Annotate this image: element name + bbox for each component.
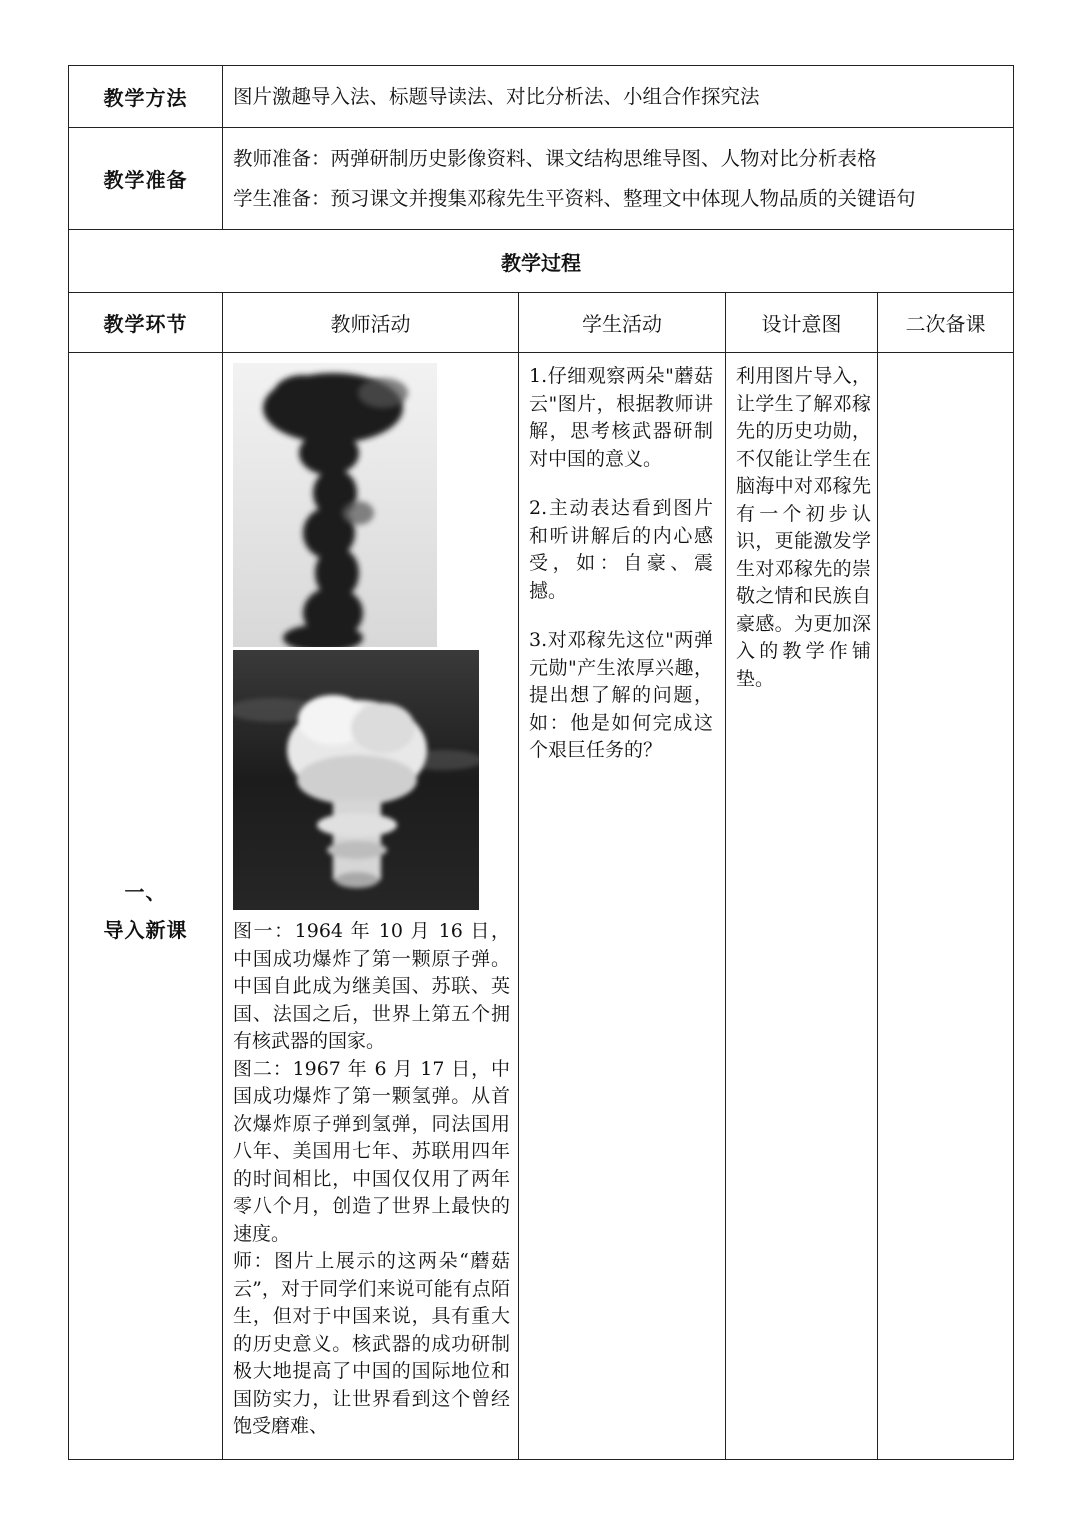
teacher-remark: 师：图片上展示的这两朵“蘑菇云”，对于同学们来说可能有点陌生，但对于中国来说，具有重大的历史意义。核武器的成功研制极大地提高了中国的国际地位和国防实力，让世界看到这个曾经饱受磨难、: [233, 1250, 510, 1437]
teacher-prep: 教师准备：两弹研制历史影像资料、课文结构思维导图、人物对比分析表格: [233, 146, 877, 170]
prep-value: [223, 128, 1014, 230]
process-title-row: [69, 230, 1014, 293]
student-prep: 学生准备：预习课文并搜集邓稼先生平资料、整理文中体现人物品质的关键语句: [233, 186, 916, 210]
lesson-plan-table: [68, 65, 1014, 1460]
design-intent-text: 利用图片导入，让学生了解邓稼先的历史功勋，不仅能让学生在脑海中对邓稼先有一个初步认识，更能激发学生对邓稼先的崇敬之情和民族自豪感。为更加深入的教学作铺垫。: [736, 365, 871, 690]
header-teacher: 教师活动: [223, 293, 519, 353]
prep-label: 教学准备: [69, 128, 223, 230]
stage-cell: [69, 353, 223, 1460]
intro-row: [69, 353, 1014, 1460]
student-activity-1: 1.仔细观察两朵"蘑菇云"图片，根据教师讲解，思考核武器研制对中国的意义。: [529, 365, 713, 470]
method-value: 图片激趣导入法、标题导读法、对比分析法、小组合作探究法: [223, 66, 1014, 128]
student-activity-cell: [519, 353, 726, 1460]
caption-figure-1: 图一：1964 年 10 月 16 日，中国成功爆炸了第一颗原子弹。中国自此成为继美国、苏联、英国、法国之后，世界上第五个拥有核武器的国家。: [233, 920, 510, 1052]
hydrogen-bomb-photo: [233, 650, 479, 910]
method-row: [69, 66, 1014, 128]
caption-figure-2: 图二：1967 年 6 月 17 日，中国成功爆炸了第一颗氢弹。从首次爆炸原子弹到氢弹，同法国用八年、美国用七年、苏联用四年的时间相比，中国仅仅用了两年零八个月，创造了世界上最快的速度。: [233, 1057, 510, 1245]
teacher-activity-text: [223, 910, 518, 1441]
stage-number: 一、: [124, 880, 167, 904]
header-student: 学生活动: [519, 293, 726, 353]
mushroom-cloud-light-image: [233, 650, 479, 910]
header-second-prep: 二次备课: [878, 293, 1014, 353]
method-label: 教学方法: [69, 66, 223, 128]
teacher-activity-cell: [223, 353, 519, 1460]
stage-name: 导入新课: [103, 918, 188, 942]
mushroom-cloud-dark-image: [233, 363, 437, 647]
atomic-bomb-photo: [233, 363, 437, 647]
process-title: 教学过程: [69, 230, 1014, 293]
student-activity-3: 3.对邓稼先这位"两弹元勋"产生浓厚兴趣，提出想了解的问题，如：他是如何完成这个艰巨任务的？: [529, 629, 713, 761]
prep-row: [69, 128, 1014, 230]
header-intent: 设计意图: [726, 293, 878, 353]
design-intent-cell: [726, 353, 878, 1460]
student-activity-2: 2.主动表达看到图片和听讲解后的内心感受，如：自豪、震撼。: [529, 497, 713, 602]
second-prep-cell: [878, 353, 1014, 1460]
header-row: [69, 293, 1014, 353]
header-stage: 教学环节: [69, 293, 223, 353]
